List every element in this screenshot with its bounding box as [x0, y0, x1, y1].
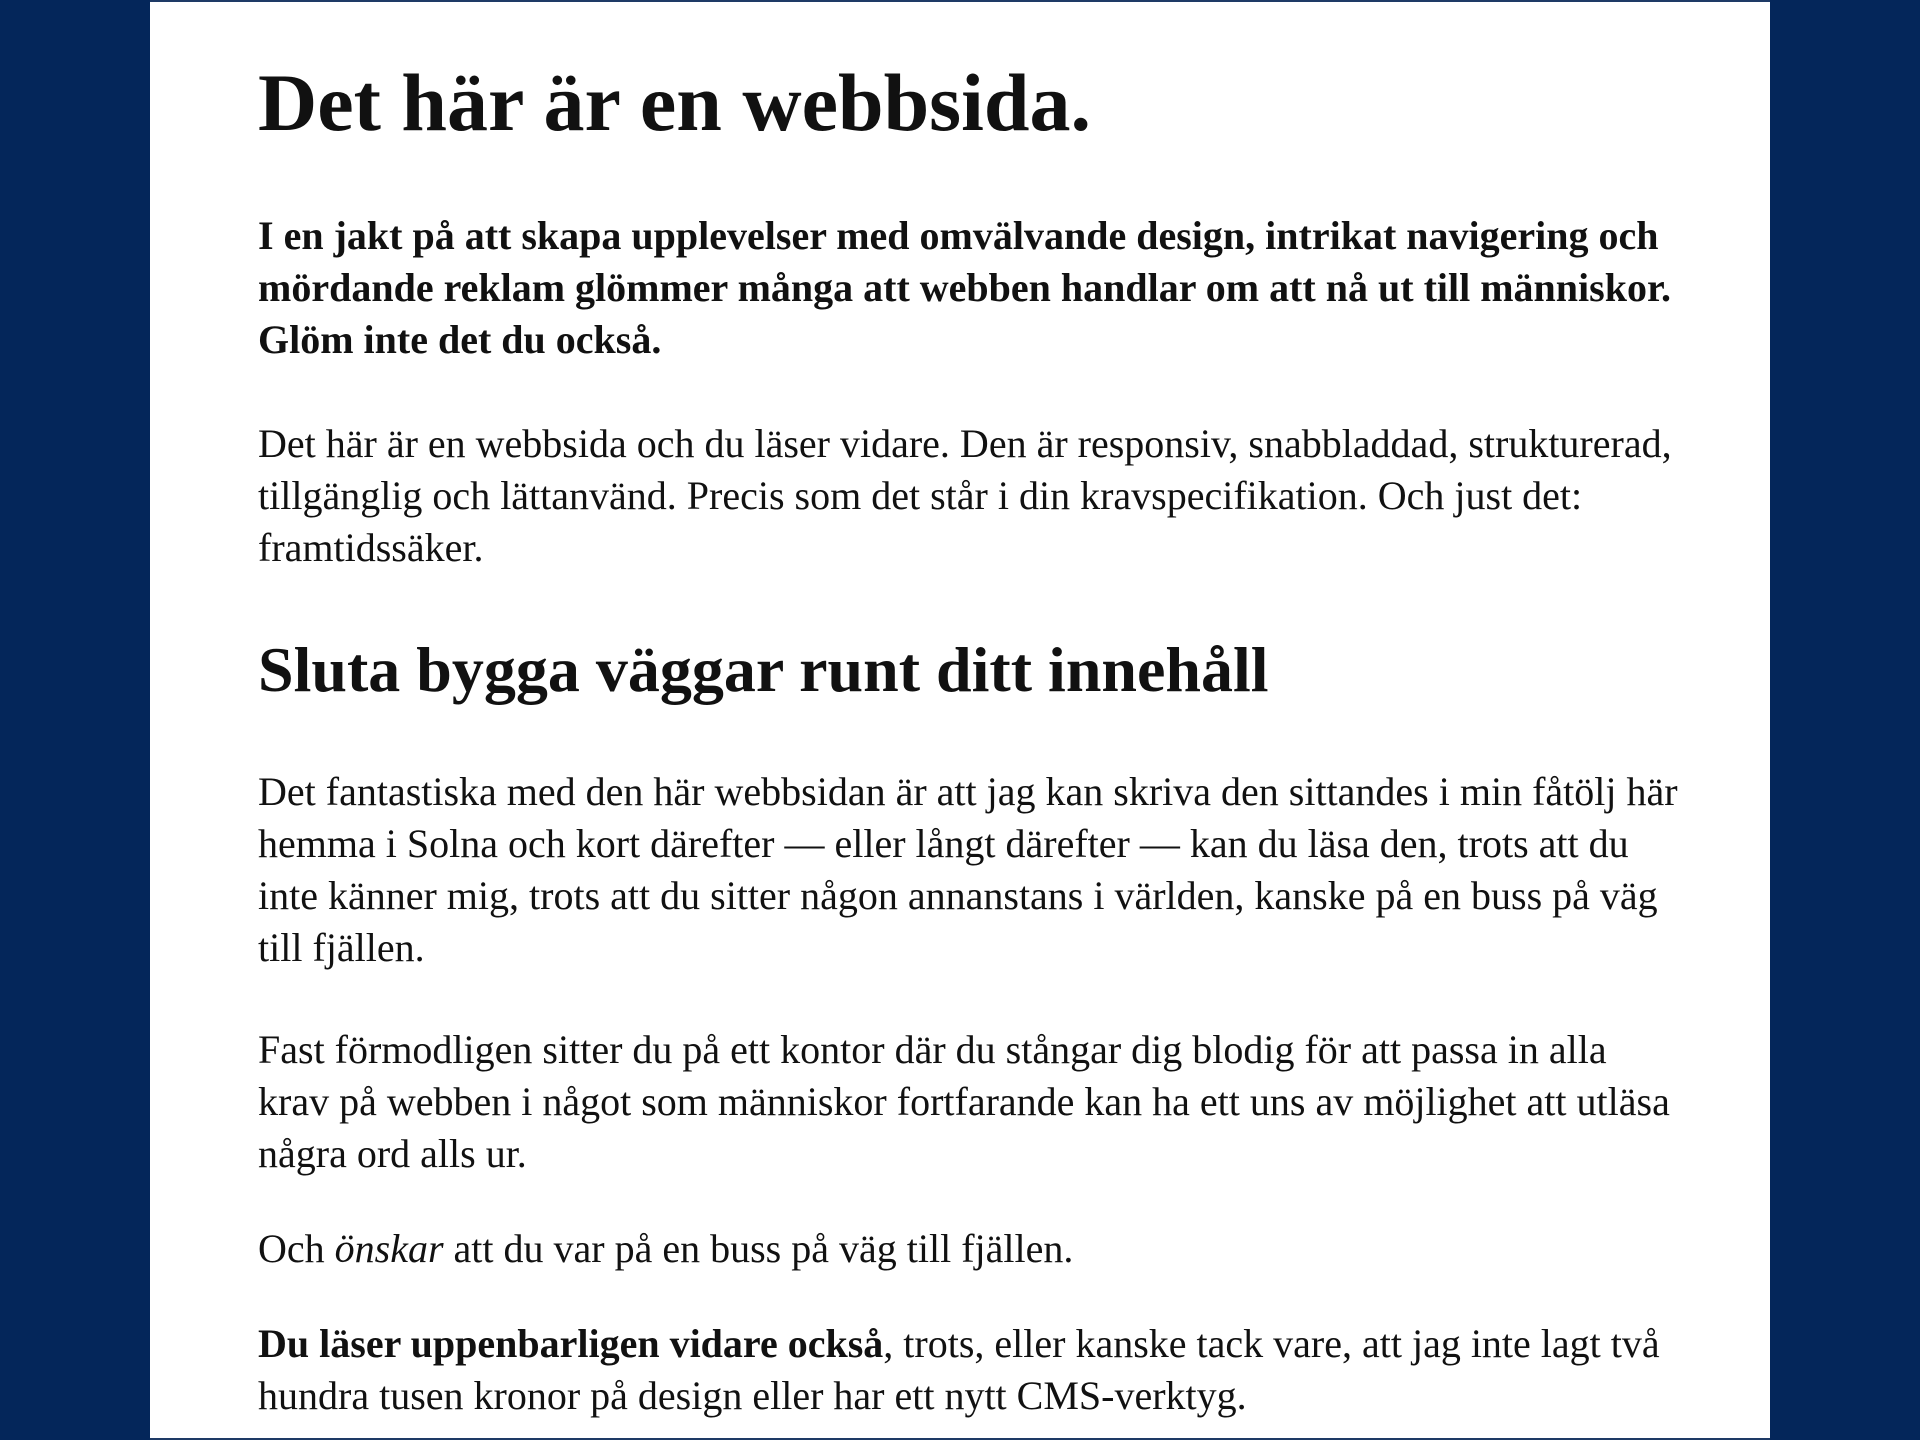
body-paragraph-2: Fast förmodligen sitter du på ett kontor där du stångar dig blodig för att passa in alla krav på webben i något som människor fortfarande kan ha ett uns av möjlighet att utläsa några ord alls ur.	[258, 1027, 1670, 1176]
intro-paragraph: Det här är en webbsida och du läser vidare. Den är responsiv, snabbladdad, strukturerad, tillgänglig och lättanvänd. Precis som det står i din kravspecifikation. Och just det: framtidssäker.	[258, 421, 1672, 570]
emphasis-text: önskar	[334, 1226, 444, 1271]
lead-paragraph: I en jakt på att skapa upplevelser med omvälvande design, intrikat navigering och mördande reklam glömmer många att webben handlar om att nå ut till människor. Glöm inte det du också.	[258, 213, 1672, 362]
body-paragraph-1: Det fantastiska med den här webbsidan är att jag kan skriva den sittandes i min fåtölj här hemma i Solna och kort därefter — eller långt därefter — kan du läsa den, trots att du inte känner mig, trots att du sitter någon annanstans i världen, kanske på en buss på väg till fjällen.	[258, 769, 1678, 970]
page-title: Det här är en webbsida.	[258, 57, 1091, 148]
text-run: Och	[258, 1226, 335, 1271]
strong-text: Du läser uppenbarligen vidare också	[258, 1321, 884, 1366]
page-sheet	[150, 0, 1770, 1440]
text-run: , trots, eller kanske tack vare, att jag inte lagt två hundra tusen kronor på design eller har ett nytt CMS-verktyg.	[258, 1321, 1660, 1418]
body-paragraph-3	[258, 1223, 1678, 1275]
body-paragraph-4	[258, 1318, 1678, 1422]
article	[258, 2, 1678, 1422]
text-run: att du var på en buss på väg till fjällen.	[443, 1226, 1074, 1271]
section-heading: Sluta bygga väggar runt ditt innehåll	[258, 634, 1269, 705]
